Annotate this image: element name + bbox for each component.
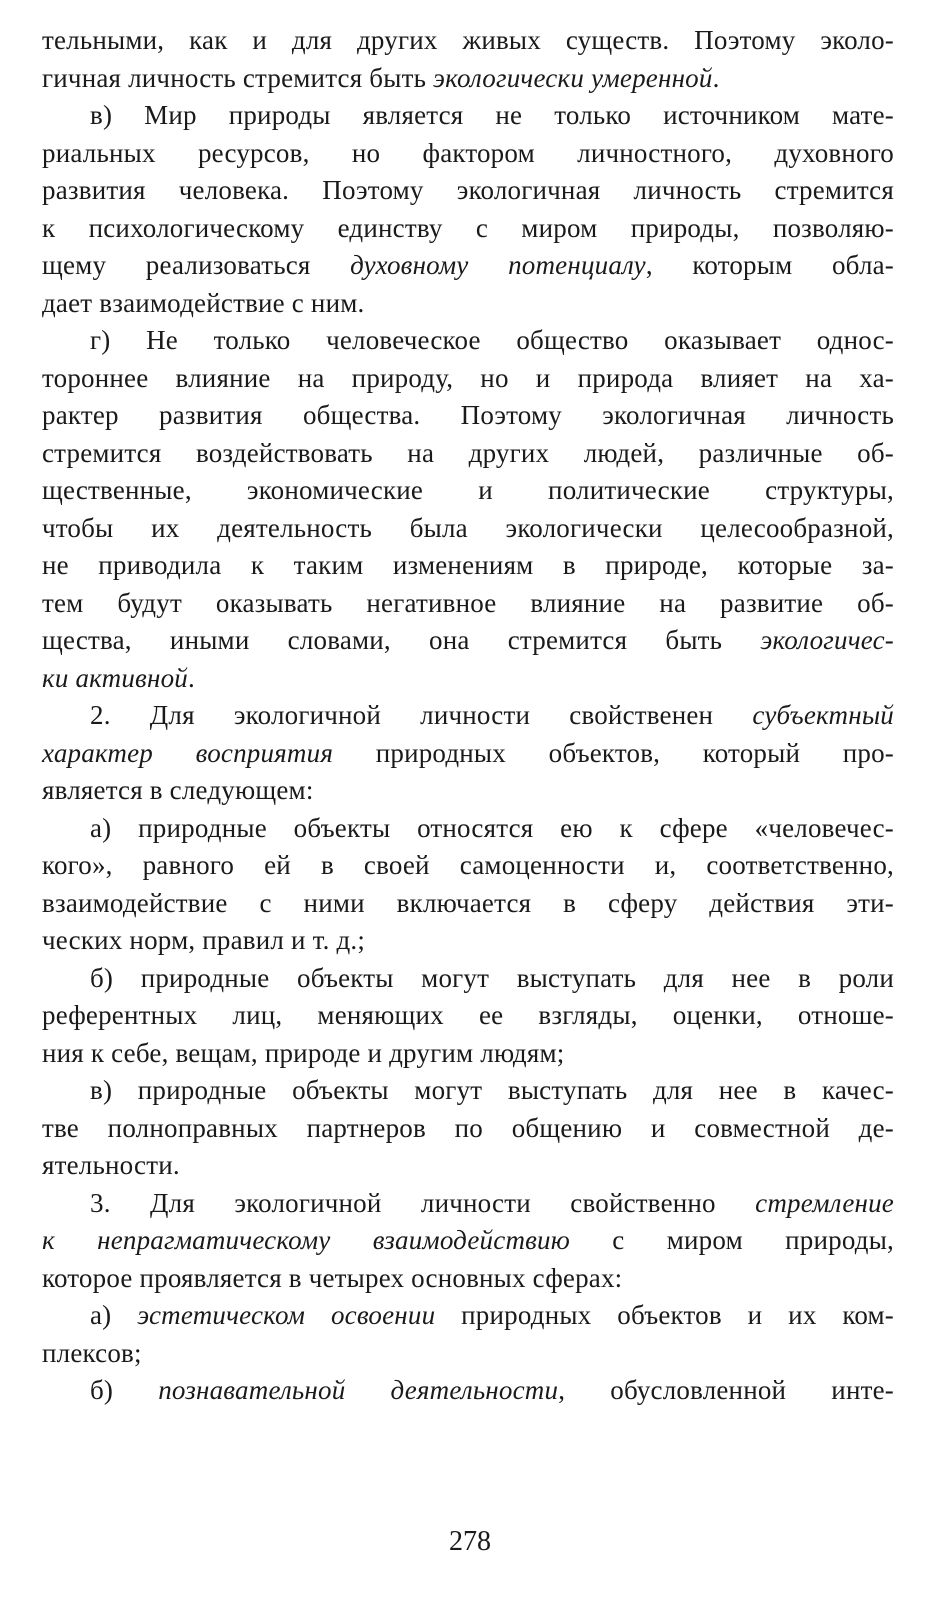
text-line	[42, 210, 894, 248]
text-run: , обусловленной инте-	[558, 1375, 894, 1405]
text-line	[42, 1035, 894, 1073]
text-line	[42, 472, 894, 510]
text-run: 2. Для экологичной личности свойственен	[90, 700, 753, 730]
italic-emphasis: познавательной деятельности	[158, 1375, 559, 1405]
text-line	[42, 922, 894, 960]
text-line	[42, 585, 894, 623]
page-body-text	[42, 22, 894, 1410]
text-line	[42, 1072, 894, 1110]
text-run: .	[712, 62, 720, 93]
text-run: ятельности.	[42, 1150, 180, 1180]
text-line	[42, 135, 894, 173]
italic-emphasis: субъектный	[752, 700, 894, 730]
text-line	[42, 735, 894, 773]
text-run: не приводила к таким изменениям в природе, которые за-	[42, 550, 894, 580]
text-line	[42, 622, 894, 660]
text-run: а) природные объекты относятся ею к сфере «человечес-	[90, 812, 894, 843]
text-line	[42, 547, 894, 585]
italic-emphasis: духовному потенциалу	[350, 250, 646, 280]
text-run: риальных ресурсов, но фактором личностного, духовного	[42, 137, 894, 168]
text-run: б) природные объекты могут выступать для нее в роли	[90, 962, 894, 993]
text-line	[42, 1260, 894, 1298]
text-run: природных объектов и их ком-	[435, 1300, 894, 1330]
text-run: г) Не только человеческое общество оказывает однос-	[90, 325, 894, 355]
italic-emphasis: экологичес-	[760, 625, 894, 655]
text-run: тельными, как и для других живых существ. Поэтому эколо-	[42, 25, 894, 55]
text-run: развития человека. Поэтому экологичная личность стремится	[42, 175, 894, 205]
text-run: ческих норм, правил и т. д.;	[42, 925, 366, 955]
text-line	[42, 1147, 894, 1185]
italic-emphasis: характер восприятия	[42, 737, 334, 768]
text-run: природных объектов, который про-	[333, 737, 894, 768]
text-line	[42, 697, 894, 735]
text-line	[42, 1372, 894, 1410]
text-run: щественные, экономические и политические структуры,	[42, 475, 894, 505]
text-run: в) Мир природы является не только источником мате-	[90, 100, 894, 130]
text-line	[42, 510, 894, 548]
text-run: 3. Для экологичной личности свойственно	[90, 1187, 756, 1218]
italic-emphasis: экологически умеренной	[433, 62, 713, 93]
text-run: референтных лиц, меняющих ее взгляды, оценки, отноше-	[42, 1000, 894, 1030]
page-number: 278	[449, 1526, 491, 1557]
text-line	[42, 772, 894, 810]
italic-emphasis: эстетическом освоении	[137, 1300, 436, 1330]
text-line	[42, 660, 894, 698]
text-line	[42, 960, 894, 998]
text-line	[42, 1185, 894, 1223]
text-run: рактер развития общества. Поэтому экологичная личность	[42, 400, 894, 430]
text-run: щему реализоваться	[42, 250, 351, 280]
text-run: щества, иными словами, она стремится быть	[42, 625, 761, 655]
text-line	[42, 1297, 894, 1335]
text-run: ния к себе, вещам, природе и другим людям;	[42, 1037, 565, 1068]
text-line	[42, 285, 894, 323]
text-run: в) природные объекты могут выступать для нее в качес-	[90, 1075, 894, 1105]
text-run: кого», равного ей в своей самоценности и, соответственно,	[42, 850, 894, 880]
italic-emphasis: к непрагматическому взаимодействию	[42, 1225, 570, 1255]
text-run: дает взаимодействие с ним.	[42, 287, 365, 318]
text-run: гичная личность стремится быть	[42, 62, 434, 93]
text-run: которое проявляется в четырех основных сферах:	[42, 1262, 623, 1293]
text-line	[42, 322, 894, 360]
text-line	[42, 172, 894, 210]
text-run: тороннее влияние на природу, но и природа влияет на ха-	[42, 362, 894, 393]
text-run: с миром природы,	[570, 1225, 894, 1255]
text-line	[42, 97, 894, 135]
italic-emphasis: ки активной	[42, 662, 188, 693]
text-run: тем будут оказывать негативное влияние на развитие об-	[42, 587, 894, 618]
text-run: а)	[90, 1300, 138, 1330]
text-run: б)	[90, 1375, 159, 1405]
text-line	[42, 360, 894, 398]
text-line	[42, 247, 894, 285]
text-line	[42, 810, 894, 848]
text-run: тве полноправных партнеров по общению и совместной де-	[42, 1112, 894, 1143]
text-run: чтобы их деятельность была экологически целесообразной,	[42, 512, 894, 543]
text-line	[42, 22, 894, 60]
text-run: плексов;	[42, 1337, 142, 1368]
text-run: .	[187, 662, 195, 693]
text-run: стремится воздействовать на других людей, различные об-	[42, 437, 894, 468]
text-run: , которым обла-	[645, 250, 894, 280]
text-line	[42, 435, 894, 473]
text-line	[42, 885, 894, 923]
text-line	[42, 1222, 894, 1260]
text-run: взаимодействие с ними включается в сферу действия эти-	[42, 887, 894, 918]
text-line	[42, 60, 894, 98]
text-line	[42, 397, 894, 435]
text-run: к психологическому единству с миром природы, позволяю-	[42, 212, 894, 243]
italic-emphasis: стремление	[755, 1187, 894, 1218]
text-line	[42, 1335, 894, 1373]
text-line	[42, 1110, 894, 1148]
text-line	[42, 997, 894, 1035]
text-run: является в следующем:	[42, 775, 314, 805]
text-line	[42, 847, 894, 885]
